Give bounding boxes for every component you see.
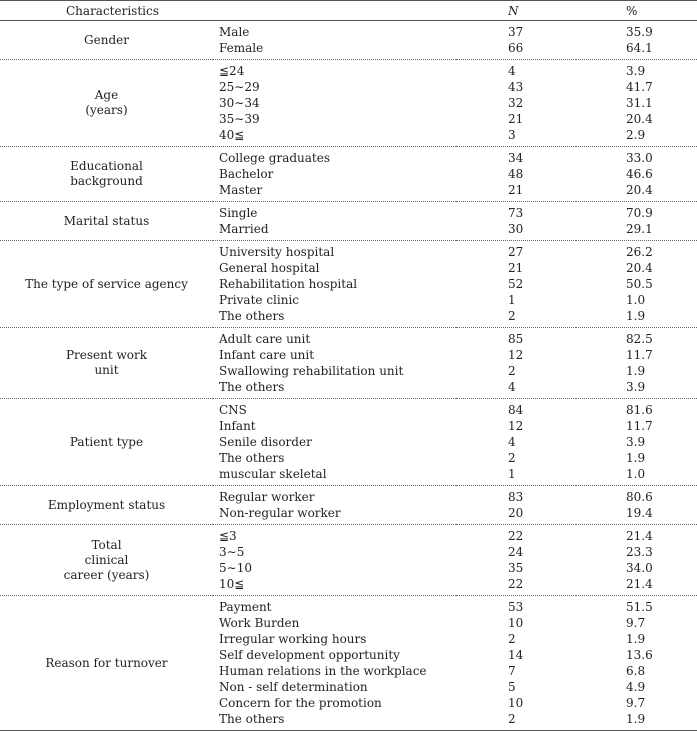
count-value: 4 (508, 380, 516, 394)
item-label: Infant care unit (219, 348, 315, 362)
group-label-line: Reason for turnover (45, 655, 168, 670)
percent-value-cell (576, 60, 697, 147)
percent-value: 3.9 (626, 64, 646, 78)
count-value: 32 (508, 96, 524, 110)
percent-value: 46.6 (626, 167, 653, 181)
item-label: Non-regular worker (219, 506, 341, 520)
table-group-row (0, 147, 697, 202)
count-value: 10 (508, 616, 524, 630)
count-value: 1 (508, 293, 516, 307)
count-value-cell (456, 399, 576, 486)
percent-value: 21.4 (626, 529, 653, 543)
group-label (0, 328, 213, 399)
group-label (0, 399, 213, 486)
percent-value: 41.7 (626, 80, 653, 94)
group-label-line: The type of service agency (25, 276, 188, 291)
count-value: 4 (508, 435, 516, 449)
percent-value: 1.0 (626, 293, 646, 307)
group-label (0, 202, 213, 241)
count-value: 7 (508, 664, 516, 678)
group-label-line: clinical (84, 552, 129, 567)
percent-value: 20.4 (626, 261, 653, 275)
table-group-row (0, 399, 697, 486)
item-label: Non - self determination (219, 680, 368, 694)
item-label: ≦24 (219, 64, 245, 78)
group-label (0, 147, 213, 202)
count-value: 5 (508, 680, 516, 694)
percent-value: 80.6 (626, 490, 653, 504)
count-value: 2 (508, 309, 516, 323)
item-label: Concern for the promotion (219, 696, 382, 710)
percent-value: 1.0 (626, 467, 646, 481)
item-label-cell (213, 202, 456, 241)
item-label: Irregular working hours (219, 632, 367, 646)
count-value: 12 (508, 348, 524, 362)
count-value: 22 (508, 577, 524, 591)
table-group-row (0, 21, 697, 60)
count-value: 66 (508, 41, 524, 55)
percent-value: 70.9 (626, 206, 653, 220)
count-value: 4 (508, 64, 516, 78)
group-label-line: unit (94, 363, 119, 377)
group-label-line: Gender (84, 32, 129, 47)
item-label: 30∼34 (219, 96, 260, 110)
item-label-cell (213, 399, 456, 486)
item-label: University hospital (219, 245, 335, 259)
percent-value: 1.9 (626, 712, 646, 726)
count-value-cell (456, 596, 576, 731)
count-value: 84 (508, 403, 524, 417)
count-value: 52 (508, 277, 524, 291)
item-label-cell (213, 21, 456, 60)
table-group-row (0, 486, 697, 525)
count-value: 37 (508, 25, 524, 39)
count-value: 27 (508, 245, 524, 259)
percent-value: 29.1 (626, 222, 653, 236)
percent-value: 50.5 (626, 277, 653, 291)
percent-value: 11.7 (626, 348, 653, 362)
percent-value-cell (576, 596, 697, 731)
count-value: 20 (508, 506, 524, 520)
count-value-cell (456, 328, 576, 399)
count-value: 2 (508, 364, 516, 378)
count-value-cell (456, 147, 576, 202)
percent-value-cell (576, 241, 697, 328)
header-n: N (456, 1, 576, 21)
item-label: General hospital (219, 261, 320, 275)
table-header-row (0, 1, 697, 21)
item-label: The others (219, 380, 285, 394)
item-label-cell (213, 328, 456, 399)
count-value: 21 (508, 183, 524, 197)
count-value: 2 (508, 451, 516, 465)
percent-value: 1.9 (626, 451, 646, 465)
percent-value-cell (576, 525, 697, 596)
percent-value: 20.4 (626, 112, 653, 126)
item-label: Private clinic (219, 293, 300, 307)
group-label-line: Educational (70, 159, 143, 173)
item-label: Rehabilitation hospital (219, 277, 358, 291)
count-value-cell (456, 525, 576, 596)
item-label: The others (219, 712, 285, 726)
header-percent: % (576, 1, 697, 21)
percent-value: 9.7 (626, 696, 646, 710)
group-label (0, 525, 213, 596)
percent-value: 6.8 (626, 664, 646, 678)
count-value: 48 (508, 167, 524, 181)
count-value: 12 (508, 419, 524, 433)
percent-value-cell (576, 147, 697, 202)
count-value: 2 (508, 632, 516, 646)
count-value: 21 (508, 112, 524, 126)
count-value: 22 (508, 529, 524, 543)
percent-value: 21.4 (626, 577, 653, 591)
percent-value: 1.9 (626, 309, 646, 323)
percent-value: 34.0 (626, 561, 653, 575)
table-group-row (0, 328, 697, 399)
percent-value: 33.0 (626, 151, 653, 165)
count-value: 14 (508, 648, 524, 662)
group-label-line: Present work (65, 348, 148, 362)
percent-value: 23.3 (626, 545, 653, 559)
group-label-line: Employment status (47, 497, 166, 512)
count-value-cell (456, 21, 576, 60)
count-value: 35 (508, 561, 524, 575)
percent-value: 51.5 (626, 600, 653, 614)
item-label: Female (219, 41, 264, 55)
group-label-line: Patient type (69, 434, 144, 449)
count-value-cell (456, 202, 576, 241)
count-value: 73 (508, 206, 524, 220)
percent-value: 1.9 (626, 632, 646, 646)
percent-value: 3.9 (626, 380, 646, 394)
group-label-line: Age (94, 88, 119, 102)
count-value: 3 (508, 128, 516, 142)
item-label-cell (213, 147, 456, 202)
item-label: 40≦ (219, 128, 245, 142)
percent-value-cell (576, 21, 697, 60)
item-label: 25∼29 (219, 80, 260, 94)
item-label: Regular worker (219, 490, 315, 504)
count-value-cell (456, 241, 576, 328)
percent-value: 1.9 (626, 364, 646, 378)
percent-value: 64.1 (626, 41, 653, 55)
group-label (0, 596, 213, 731)
percent-value: 3.9 (626, 435, 646, 449)
item-label-cell (213, 525, 456, 596)
item-label: CNS (219, 403, 247, 417)
item-label: 5∼10 (219, 561, 252, 575)
item-label: Payment (219, 600, 272, 614)
count-value-cell (456, 486, 576, 525)
group-label-line: background (70, 174, 143, 188)
table-body (0, 21, 697, 731)
count-value: 43 (508, 80, 524, 94)
percent-value: 11.7 (626, 419, 653, 433)
percent-value: 81.6 (626, 403, 653, 417)
group-label-line: Marital status (63, 213, 150, 228)
count-value: 1 (508, 467, 516, 481)
item-label: Work Burden (219, 616, 300, 630)
count-value: 2 (508, 712, 516, 726)
item-label: Male (219, 25, 250, 39)
item-label: Senile disorder (219, 435, 312, 449)
item-label: Human relations in the workplace (219, 664, 427, 678)
table-group-row (0, 202, 697, 241)
group-label-line: career (years) (63, 567, 150, 582)
table-group-row (0, 596, 697, 731)
item-label-cell (213, 596, 456, 731)
item-label: The others (219, 451, 285, 465)
group-label (0, 21, 213, 60)
item-label: ≦3 (219, 529, 237, 543)
group-label (0, 60, 213, 147)
count-value-cell (456, 60, 576, 147)
percent-value: 2.9 (626, 128, 646, 142)
percent-value: 4.9 (626, 680, 646, 694)
item-label: The others (219, 309, 285, 323)
group-label-line: (years) (85, 103, 128, 117)
count-value: 85 (508, 332, 524, 346)
item-label-cell (213, 486, 456, 525)
item-label: muscular skeletal (219, 467, 327, 481)
count-value: 21 (508, 261, 524, 275)
item-label: 3∼5 (219, 545, 245, 559)
item-label: Bachelor (219, 167, 274, 181)
group-label (0, 486, 213, 525)
item-label: Married (219, 222, 269, 236)
item-label-cell (213, 241, 456, 328)
percent-value-cell (576, 399, 697, 486)
item-label: Swallowing rehabilitation unit (219, 364, 404, 378)
percent-value: 20.4 (626, 183, 653, 197)
percent-value: 13.6 (626, 648, 653, 662)
group-label-line: Total (91, 537, 122, 552)
group-label (0, 241, 213, 328)
item-label: Infant (219, 419, 256, 433)
count-value: 24 (508, 545, 524, 559)
item-label: Master (219, 183, 263, 197)
item-label: Single (219, 206, 258, 220)
item-label-cell (213, 60, 456, 147)
item-label: 35∼39 (219, 112, 260, 126)
table-group-row (0, 241, 697, 328)
count-value: 34 (508, 151, 524, 165)
header-characteristics: Characteristics (0, 1, 456, 21)
count-value: 83 (508, 490, 524, 504)
percent-value: 82.5 (626, 332, 653, 346)
percent-value: 26.2 (626, 245, 653, 259)
percent-value-cell (576, 202, 697, 241)
item-label: 10≦ (219, 577, 245, 591)
item-label: Adult care unit (219, 332, 311, 346)
count-value: 53 (508, 600, 524, 614)
table-group-row (0, 60, 697, 147)
item-label: College graduates (219, 151, 330, 165)
percent-value: 35.9 (626, 25, 653, 39)
percent-value: 19.4 (626, 506, 653, 520)
item-label: Self development opportunity (219, 648, 400, 662)
count-value: 30 (508, 222, 524, 236)
percent-value-cell (576, 328, 697, 399)
percent-value: 31.1 (626, 96, 653, 110)
count-value: 10 (508, 696, 524, 710)
table-group-row (0, 525, 697, 596)
percent-value: 9.7 (626, 616, 646, 630)
percent-value-cell (576, 486, 697, 525)
